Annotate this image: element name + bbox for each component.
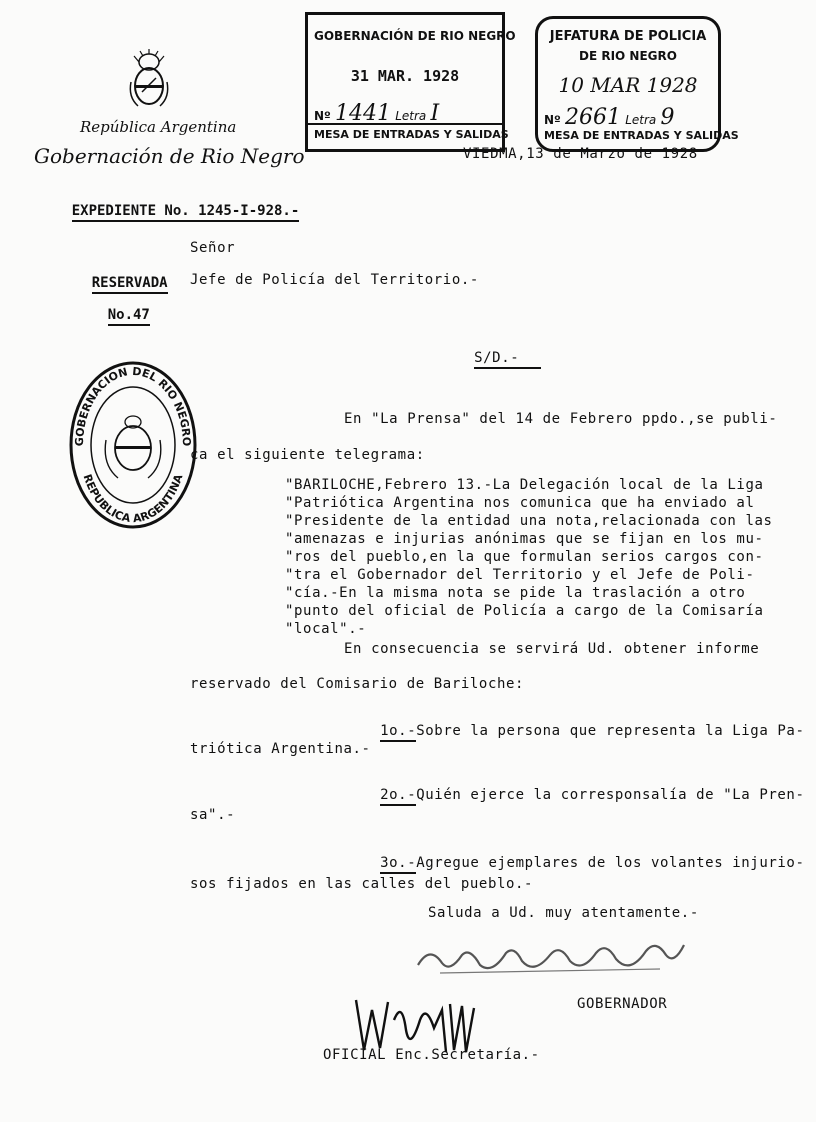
- seal-bottom-text: REPUBLICA ARGENTINA: [80, 472, 186, 526]
- expediente-number: [38, 190, 299, 232]
- item-1: [344, 710, 804, 752]
- expediente-text: EXPEDIENTE No. 1245-I-928.-: [72, 203, 300, 222]
- item-2-text: Quién ejerce la corresponsalía de "La Pren-: [416, 787, 805, 803]
- quote-line: "punto del oficial de Policía a cargo de la Comisaría: [285, 603, 764, 619]
- stamp-right-subtitle: DE RIO NEGRO: [579, 49, 677, 63]
- reservada-text: RESERVADA: [92, 275, 168, 294]
- reservada-number-text: No.47: [108, 307, 150, 326]
- quote-line: "tra el Gobernador del Territorio y el Jefe de Poli-: [285, 567, 755, 583]
- stamp-left-footer: MESA DE ENTRADAS Y SALIDAS: [314, 128, 509, 141]
- stamp-left-letter: I: [430, 101, 440, 126]
- item-1-cont: triótica Argentina.-: [190, 741, 371, 757]
- salutation: Señor: [190, 240, 236, 256]
- quote-line: "ros del pueblo,en la que formulan serios cargos con-: [285, 549, 764, 565]
- date-line: VIEDMA,13 de Marzo de 1928: [463, 146, 698, 162]
- stamp-right-date-text: 10 MAR 1928: [558, 73, 698, 97]
- stamp-gobernacion: [305, 12, 516, 152]
- stamp-right-number: 2661: [565, 105, 621, 130]
- stamp-right-number-prefix: Nº: [544, 113, 561, 127]
- item-2: [344, 774, 804, 816]
- item-1-text: Sobre la persona que representa la Liga Pa-: [416, 723, 805, 739]
- letterhead-country: República Argentina: [80, 118, 237, 136]
- governor-signature-icon: [410, 925, 690, 985]
- consecuencia-line-1: En consecuencia se servirá Ud. obtener informe: [344, 641, 760, 657]
- stamp-right-title: JEFATURA DE POLICIA: [549, 29, 707, 44]
- consecuencia-line-2: reservado del Comisario de Bariloche:: [190, 676, 525, 692]
- stamp-right-date: [544, 73, 712, 97]
- quote-line: "cía.-En la misma nota se pide la traslación a otro: [285, 585, 746, 601]
- secretary-title: OFICIAL Enc.Secretaría.-: [323, 1047, 540, 1063]
- stamp-jefatura-policia: [535, 16, 739, 152]
- seal-top-text: GOBERNACION DEL RIO NEGRO: [72, 364, 194, 447]
- sd-text: S/D.-: [474, 350, 541, 369]
- closing: Saluda a Ud. muy atentamente.-: [428, 905, 699, 921]
- item-2-cont: sa".-: [190, 807, 236, 823]
- item-2-number: 2o.-: [380, 787, 416, 806]
- stamp-left-letter-prefix: Letra: [395, 109, 427, 123]
- quote-line: "amenazas e injurias anónimas que se fijan en los mu-: [285, 531, 764, 547]
- stamp-right-number-row: [544, 105, 712, 130]
- quote-line: "Patriótica Argentina nos comunica que ha enviado al: [285, 495, 755, 511]
- official-seal-icon: [68, 360, 198, 530]
- item-1-number: 1o.-: [380, 723, 416, 742]
- stamp-right-footer: MESA DE ENTRADAS Y SALIDAS: [544, 129, 739, 142]
- intro-line-2: ca el siguiente telegrama:: [190, 447, 425, 463]
- stamp-left-number-prefix: Nº: [314, 109, 331, 123]
- intro-line-1: En "La Prensa" del 14 de Febrero ppdo.,se publi-: [344, 411, 778, 427]
- sin-direccion: [438, 337, 541, 379]
- governor-title: GOBERNADOR: [577, 996, 668, 1012]
- letterhead-gobernacion: Gobernación de Rio Negro: [34, 144, 305, 168]
- item-3-cont: sos fijados en las calles del pueblo.-: [190, 876, 534, 892]
- quote-line: "Presidente de la entidad una nota,relacionada con las: [285, 513, 773, 529]
- stamp-right-letter: 9: [660, 105, 675, 130]
- quote-line: "local".-: [285, 621, 367, 637]
- reservada-number: [74, 294, 150, 336]
- stamp-left-number: 1441: [335, 101, 391, 126]
- item-3-text: Agregue ejemplares de los volantes injurio-: [416, 855, 805, 871]
- quote-line: "BARILOCHE,Febrero 13.-La Delegación local de la Liga: [285, 477, 764, 493]
- coat-of-arms-icon: [126, 52, 172, 112]
- recipient-title: Jefe de Policía del Territorio.-: [190, 272, 479, 288]
- stamp-left-date: 31 MAR. 1928: [350, 67, 460, 85]
- item-3-number: 3o.-: [380, 855, 416, 874]
- stamp-left-title: GOBERNACIÓN DE RIO NEGRO: [314, 29, 516, 43]
- stamp-right-letter-prefix: Letra: [625, 113, 657, 127]
